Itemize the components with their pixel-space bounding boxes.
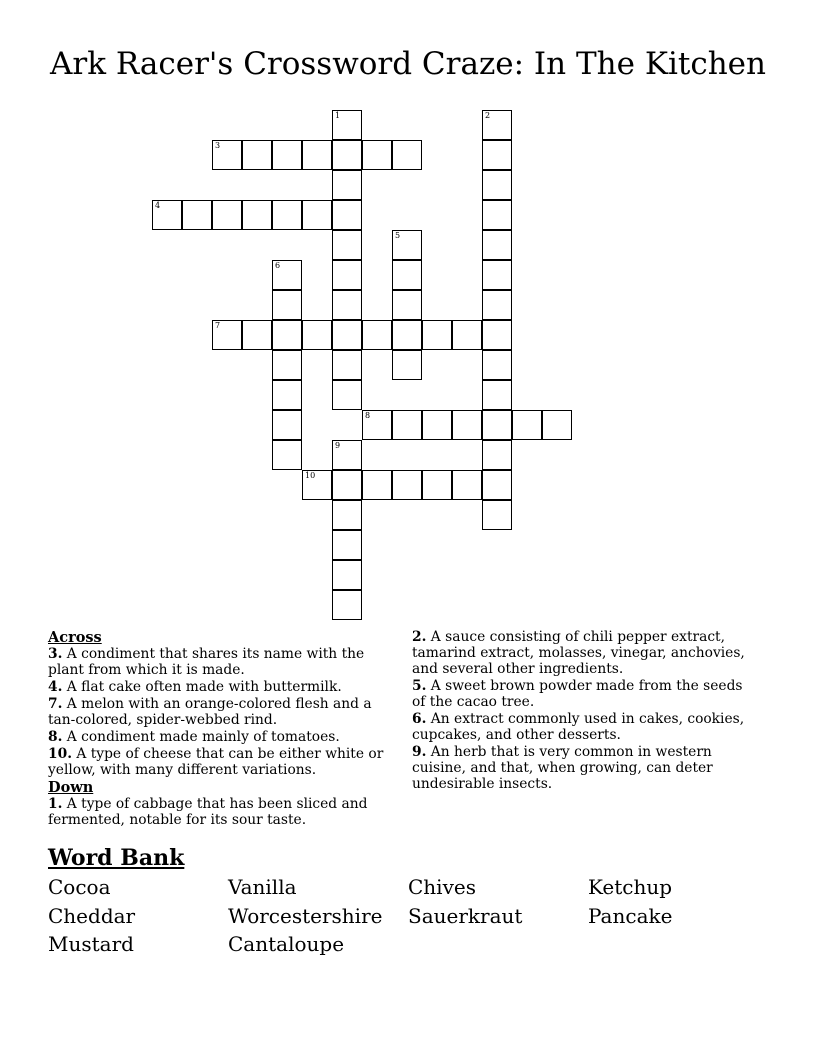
clue-item xyxy=(48,729,388,745)
grid-cell[interactable] xyxy=(362,410,392,440)
clue-number: 5. xyxy=(412,678,427,694)
grid-cell[interactable] xyxy=(422,320,452,350)
grid-cell[interactable] xyxy=(482,470,512,500)
grid-cell[interactable] xyxy=(482,140,512,170)
across-clues-list xyxy=(48,646,388,778)
grid-cell[interactable] xyxy=(332,200,362,230)
grid-cell[interactable] xyxy=(482,440,512,470)
grid-cell[interactable] xyxy=(512,410,542,440)
clue-text: A condiment made mainly of tomatoes. xyxy=(66,729,340,745)
clue-item xyxy=(412,744,757,792)
word-bank-item: Sauerkraut xyxy=(408,903,523,928)
grid-cell[interactable] xyxy=(482,260,512,290)
down-clues-list-left xyxy=(48,796,388,828)
grid-cell[interactable] xyxy=(482,110,512,140)
grid-cell[interactable] xyxy=(392,350,422,380)
clue-item xyxy=(412,629,757,677)
grid-cell[interactable] xyxy=(482,350,512,380)
clue-number-label: 9 xyxy=(335,441,341,450)
grid-cell[interactable] xyxy=(332,530,362,560)
grid-cell[interactable] xyxy=(272,440,302,470)
clue-text: A type of cabbage that has been sliced and fermented, notable for its sour taste. xyxy=(48,796,368,828)
word-bank-item: Ketchup xyxy=(588,875,673,899)
grid-cell[interactable] xyxy=(242,200,272,230)
grid-cell[interactable] xyxy=(422,470,452,500)
grid-cell[interactable] xyxy=(332,290,362,320)
grid-cell[interactable] xyxy=(302,200,332,230)
grid-cell[interactable] xyxy=(482,200,512,230)
grid-cell[interactable] xyxy=(242,320,272,350)
word-bank-item: Cantaloupe xyxy=(228,932,345,956)
grid-cell[interactable] xyxy=(392,230,422,260)
grid-cell[interactable] xyxy=(332,260,362,290)
grid-cell[interactable] xyxy=(332,230,362,260)
clue-number-label: 4 xyxy=(155,201,161,210)
puzzle-title: Ark Racer's Crossword Craze: In The Kitchen xyxy=(50,46,766,82)
clue-item xyxy=(48,746,388,778)
grid-cell[interactable] xyxy=(272,260,302,290)
clue-text: A sweet brown powder made from the seeds of the cacao tree. xyxy=(412,678,743,710)
grid-cell[interactable] xyxy=(332,440,362,470)
grid-cell[interactable] xyxy=(272,320,302,350)
grid-cell[interactable] xyxy=(542,410,572,440)
clue-number-label: 2 xyxy=(485,111,491,120)
clue-number: 2. xyxy=(412,629,427,645)
grid-cell[interactable] xyxy=(452,320,482,350)
clue-number-label: 3 xyxy=(215,141,221,150)
down-heading: Down xyxy=(48,779,94,796)
grid-cell[interactable] xyxy=(392,290,422,320)
word-bank-item: Cheddar xyxy=(48,903,136,928)
clue-number: 8. xyxy=(48,729,63,745)
grid-cell[interactable] xyxy=(332,470,362,500)
clue-number: 9. xyxy=(412,744,427,760)
clues-column-right xyxy=(412,629,757,793)
clue-text: An herb that is very common in western cuisine, and that, when growing, can deter undesirable insects. xyxy=(412,744,713,792)
grid-cell[interactable] xyxy=(332,380,362,410)
grid-cell[interactable] xyxy=(482,500,512,530)
grid-cell[interactable] xyxy=(332,350,362,380)
grid-cell[interactable] xyxy=(362,320,392,350)
clue-item xyxy=(412,711,757,743)
word-bank-title: Word Bank xyxy=(48,845,185,871)
word-bank-item: Mustard xyxy=(48,932,134,956)
grid-cell[interactable] xyxy=(482,320,512,350)
clue-number: 7. xyxy=(48,696,63,712)
grid-cell[interactable] xyxy=(272,350,302,380)
grid-cell[interactable] xyxy=(482,380,512,410)
grid-cell[interactable] xyxy=(482,230,512,260)
grid-cell[interactable] xyxy=(302,140,332,170)
grid-cell[interactable] xyxy=(332,140,362,170)
clue-number: 6. xyxy=(412,711,427,727)
clue-number-label: 6 xyxy=(275,261,281,270)
clue-number-label: 7 xyxy=(215,321,221,330)
word-bank-list xyxy=(48,873,768,959)
clue-text: A flat cake often made with buttermilk. xyxy=(66,679,342,695)
grid-cell[interactable] xyxy=(272,200,302,230)
clue-text: A sauce consisting of chili pepper extract, tamarind extract, molasses, vinegar, anchovies, and several other ingredients. xyxy=(412,629,745,677)
grid-cell[interactable] xyxy=(392,410,422,440)
grid-cell[interactable] xyxy=(482,170,512,200)
grid-cell[interactable] xyxy=(272,380,302,410)
grid-cell[interactable] xyxy=(152,200,182,230)
clue-item xyxy=(48,646,388,678)
grid-cell[interactable] xyxy=(482,410,512,440)
grid-cell[interactable] xyxy=(392,140,422,170)
clue-text: A type of cheese that can be either white or yellow, with many different variations. xyxy=(48,746,384,778)
clue-number-label: 8 xyxy=(365,411,371,420)
grid-cell[interactable] xyxy=(242,140,272,170)
grid-cell[interactable] xyxy=(362,470,392,500)
grid-cell[interactable] xyxy=(182,200,212,230)
grid-cell[interactable] xyxy=(302,470,332,500)
grid-cell[interactable] xyxy=(212,140,242,170)
clue-number: 3. xyxy=(48,646,63,662)
clue-item xyxy=(412,678,757,710)
clue-text: A melon with an orange-colored flesh and a tan-colored, spider-webbed rind. xyxy=(48,696,372,728)
grid-cell[interactable] xyxy=(392,470,422,500)
word-bank-item: Pancake xyxy=(588,903,673,928)
clue-text: An extract commonly used in cakes, cookies, cupcakes, and other desserts. xyxy=(412,711,745,743)
word-bank-item: Worcestershire xyxy=(228,903,383,928)
clue-number-label: 1 xyxy=(335,111,341,120)
clue-item xyxy=(48,796,388,828)
clue-number-label: 10 xyxy=(305,471,316,480)
grid-cell[interactable] xyxy=(272,290,302,320)
grid-cell[interactable] xyxy=(452,470,482,500)
down-clues-list-right xyxy=(412,629,757,792)
clue-number: 4. xyxy=(48,679,63,695)
word-bank-item: Vanilla xyxy=(228,875,297,899)
grid-cell[interactable] xyxy=(212,320,242,350)
grid-cell[interactable] xyxy=(332,110,362,140)
clue-number-label: 5 xyxy=(395,231,401,240)
clue-text: A condiment that shares its name with the plant from which it is made. xyxy=(48,646,365,678)
grid-cell[interactable] xyxy=(272,140,302,170)
word-bank-item: Cocoa xyxy=(48,875,111,899)
grid-cell[interactable] xyxy=(452,410,482,440)
grid-cell[interactable] xyxy=(332,170,362,200)
grid-cell[interactable] xyxy=(332,320,362,350)
grid-cell[interactable] xyxy=(332,590,362,620)
clues-column-left xyxy=(48,629,388,829)
grid-cell[interactable] xyxy=(332,560,362,590)
grid-cell[interactable] xyxy=(212,200,242,230)
across-heading: Across xyxy=(48,629,102,646)
grid-cell[interactable] xyxy=(332,500,362,530)
grid-cell[interactable] xyxy=(362,140,392,170)
grid-cell[interactable] xyxy=(392,320,422,350)
clue-number: 1. xyxy=(48,796,63,812)
clue-item xyxy=(48,679,388,695)
grid-cell[interactable] xyxy=(272,410,302,440)
grid-cell[interactable] xyxy=(422,410,452,440)
clue-item xyxy=(48,696,388,728)
word-bank-item: Chives xyxy=(408,875,476,899)
grid-cell[interactable] xyxy=(482,290,512,320)
clue-number: 10. xyxy=(48,746,73,762)
grid-cell[interactable] xyxy=(392,260,422,290)
grid-cell[interactable] xyxy=(302,320,332,350)
